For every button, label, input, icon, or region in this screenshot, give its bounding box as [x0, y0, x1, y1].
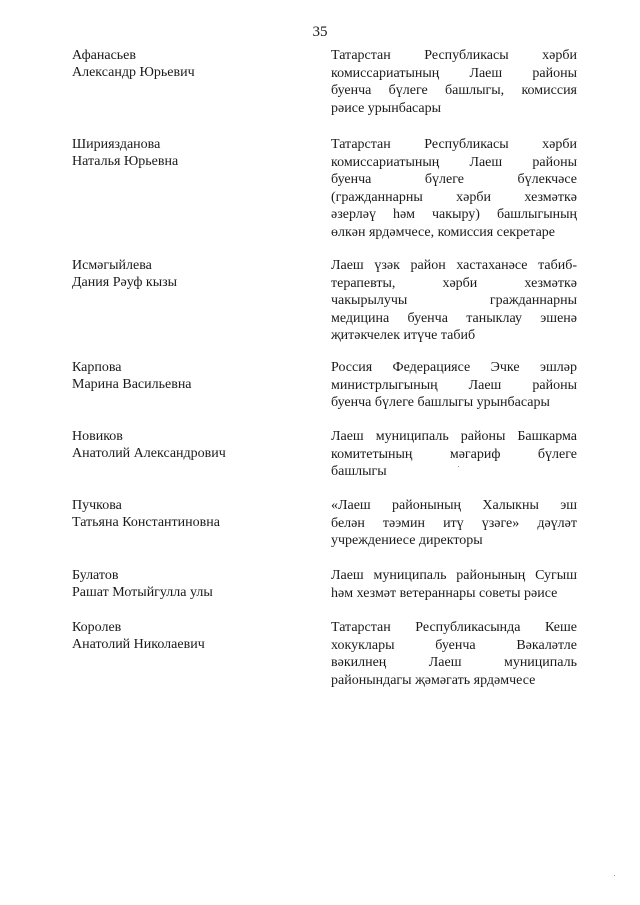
member-name	[72, 428, 302, 462]
member-name	[72, 257, 302, 291]
member-position	[331, 567, 577, 602]
member-given-name: Дания Рәуф кызы	[72, 275, 178, 290]
position-line: Лаеш үзәк район хастаханәсе табиб-	[331, 258, 577, 273]
member-name	[72, 136, 302, 170]
position-line: буенча бүлеге башлыгы урынбасары	[331, 395, 550, 410]
position-line: Татарстан Республикасы хәрби	[331, 137, 577, 152]
member-given-name: Александр Юрьевич	[72, 65, 195, 80]
scan-speck	[614, 875, 615, 876]
member-position	[331, 359, 577, 412]
position-line: Лаеш муниципаль районы Башкарма	[331, 429, 577, 444]
position-line: вәкилнең Лаеш муниципаль	[331, 655, 577, 670]
member-surname: Новиков	[72, 429, 123, 444]
position-line: комитетының мәгариф бүлеге	[331, 446, 577, 462]
member-name	[72, 47, 302, 81]
position-line: терапевты, хәрби хезмәткә	[331, 275, 577, 291]
member-name	[72, 497, 302, 531]
position-line: учреждениесе директоры	[331, 533, 483, 548]
position-line: белән тәэмин итү үзәге» дәүләт	[331, 515, 577, 531]
position-line: җитәкчелек итүче табиб	[331, 328, 476, 343]
member-given-name: Татьяна Константиновна	[72, 515, 220, 530]
position-line: чакырылучы гражданнарны	[331, 293, 577, 308]
member-position	[331, 428, 577, 481]
position-line: Татарстан Республикасы хәрби	[331, 48, 577, 63]
position-line: башлыгы	[331, 464, 387, 479]
member-name	[72, 619, 302, 653]
position-line: районындагы җәмәгать ярдәмчесе	[331, 672, 536, 688]
member-given-name: Марина Васильевна	[72, 377, 192, 392]
member-surname: Карпова	[72, 360, 122, 375]
member-given-name: Рашат Мотыйгулла улы	[72, 585, 213, 600]
member-given-name: Анатолий Александрович	[72, 446, 226, 461]
member-position	[331, 619, 577, 689]
position-line: буенча бүлеге бүлекчәсе	[331, 172, 577, 187]
position-line: Лаеш муниципаль районының Сугыш	[331, 568, 577, 583]
member-position	[331, 136, 577, 241]
member-given-name: Анатолий Николаевич	[72, 637, 205, 652]
position-line: медицина буенча таныклау эшенә	[331, 310, 577, 326]
member-name	[72, 359, 302, 393]
position-line: рәисе урынбасары	[331, 100, 442, 116]
position-line: министрлыгының Лаеш районы	[331, 377, 577, 393]
member-surname: Пучкова	[72, 498, 122, 513]
position-line: Россия Федерациясе Эчке эшләр	[331, 360, 577, 375]
position-line: өлкән ярдәмчесе, комиссия секретаре	[331, 224, 556, 240]
position-line: әзерләү һәм чакыру) башлыгының	[331, 207, 577, 222]
member-surname: Булатов	[72, 568, 119, 583]
position-line: һәм хезмәт ветераннары советы рәисе	[331, 585, 558, 601]
position-line: комиссариатының Лаеш районы	[331, 154, 577, 170]
member-surname: Афанасьев	[72, 48, 136, 63]
member-position	[331, 47, 577, 117]
member-position	[331, 497, 577, 550]
member-surname: Исмәгыйлева	[72, 258, 152, 273]
member-position	[331, 257, 577, 345]
member-name	[72, 567, 302, 601]
page-number: 35	[312, 24, 328, 40]
position-line: хокуклары буенча Вәкаләтле	[331, 637, 577, 653]
position-line: Татарстан Республикасында Кеше	[331, 620, 577, 635]
position-line: (гражданнарны хәрби хезмәткә	[331, 189, 577, 205]
position-line: буенча бүлеге башлыгы, комиссия	[331, 83, 577, 98]
position-line: «Лаеш районының Халыкны эш	[331, 498, 577, 513]
member-given-name: Наталья Юрьевна	[72, 154, 179, 169]
member-surname: Королев	[72, 620, 122, 635]
position-line: комиссариатының Лаеш районы	[331, 65, 577, 81]
member-surname: Шириязданова	[72, 137, 161, 152]
scan-speck	[458, 466, 459, 467]
